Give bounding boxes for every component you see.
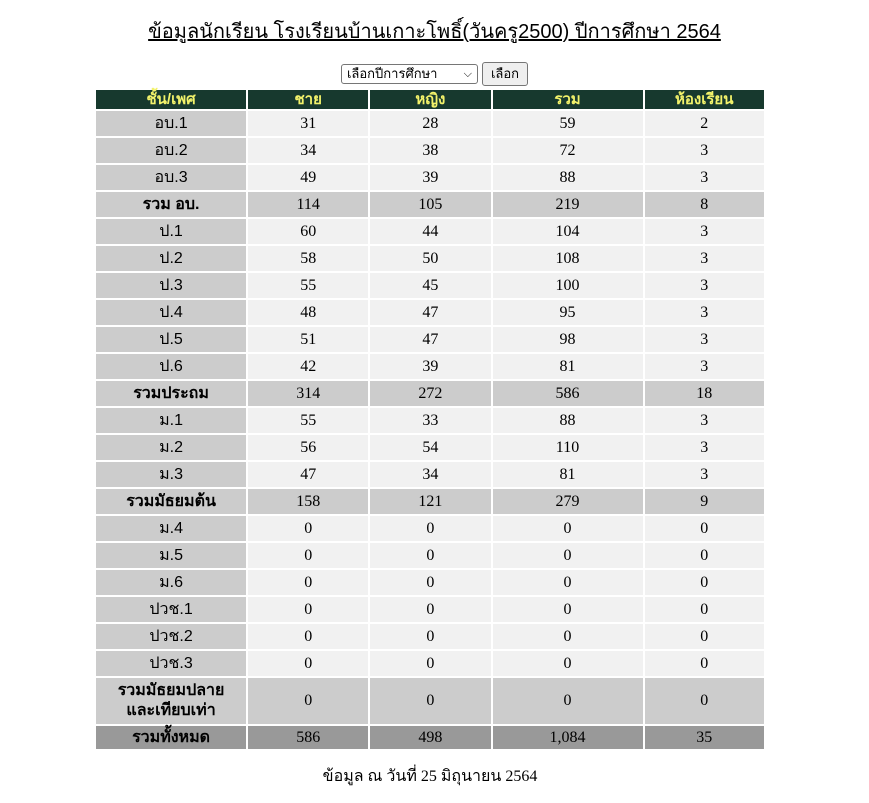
table-row [96,327,764,352]
cell-female: 0 [370,624,490,649]
cell-total: 110 [493,435,643,460]
cell-total: 95 [493,300,643,325]
table-row [96,570,764,595]
row-label: ม.6 [96,570,246,595]
table-header-row [96,90,764,109]
chevron-down-icon: ⌵ [463,68,472,80]
table-row [96,165,764,190]
cell-rooms: 3 [645,246,765,271]
row-label: ปวช.3 [96,651,246,676]
row-label: รวมประถม [96,381,246,406]
cell-rooms: 3 [645,462,765,487]
table-row [96,219,764,244]
cell-male: 42 [248,354,368,379]
cell-rooms: 3 [645,138,765,163]
row-label: ปวช.1 [96,597,246,622]
row-label: ม.3 [96,462,246,487]
cell-total: 0 [493,570,643,595]
cell-total: 0 [493,597,643,622]
cell-rooms: 3 [645,435,765,460]
cell-female: 54 [370,435,490,460]
cell-female: 0 [370,570,490,595]
row-label: ม.5 [96,543,246,568]
row-label: รวม อบ. [96,192,246,217]
cell-rooms: 18 [645,381,765,406]
table-row [96,462,764,487]
cell-total: 59 [493,111,643,136]
row-label: ป.1 [96,219,246,244]
row-label: อบ.3 [96,165,246,190]
cell-female: 0 [370,597,490,622]
row-label: ป.2 [96,246,246,271]
cell-rooms: 8 [645,192,765,217]
cell-total: 0 [493,651,643,676]
student-stats-table [94,88,766,751]
header-female: หญิง [370,90,490,109]
cell-rooms: 3 [645,165,765,190]
table-row [96,300,764,325]
header-rooms: ห้องเรียน [645,90,765,109]
cell-rooms: 3 [645,354,765,379]
row-label: ป.4 [96,300,246,325]
cell-male: 55 [248,408,368,433]
cell-male: 51 [248,327,368,352]
cell-male: 314 [248,381,368,406]
cell-male: 0 [248,570,368,595]
table-row [96,543,764,568]
cell-male: 158 [248,489,368,514]
row-label: รวมมัธยมต้น [96,489,246,514]
cell-female: 38 [370,138,490,163]
cell-rooms: 0 [645,570,765,595]
cell-male: 47 [248,462,368,487]
row-label: ป.3 [96,273,246,298]
cell-male: 56 [248,435,368,460]
year-select[interactable] [341,64,478,84]
grand-total-label: รวมทั้งหมด [96,726,246,749]
cell-rooms: 0 [645,516,765,541]
cell-female: 105 [370,192,490,217]
row-label: อบ.1 [96,111,246,136]
header-male: ชาย [248,90,368,109]
cell-total: 108 [493,246,643,271]
row-label: ปวช.2 [96,624,246,649]
year-filter-form [0,62,869,86]
cell-male: 31 [248,111,368,136]
table-row [96,408,764,433]
row-label: ป.5 [96,327,246,352]
cell-female: 0 [370,678,490,724]
cell-total: 81 [493,354,643,379]
cell-male: 48 [248,300,368,325]
cell-total: 0 [493,543,643,568]
subtotal-row [96,192,764,217]
table-row [96,138,764,163]
cell-female: 28 [370,111,490,136]
cell-female: 45 [370,273,490,298]
cell-total: 72 [493,138,643,163]
cell-rooms: 0 [645,651,765,676]
table-row [96,651,764,676]
page-title: ข้อมูลนักเรียน โรงเรียนบ้านเกาะโพธิ์(วันครู2500) ปีการศึกษา 2564 [148,21,721,43]
row-label: ม.4 [96,516,246,541]
cell-male: 55 [248,273,368,298]
table-row [96,516,764,541]
cell-male: 58 [248,246,368,271]
cell-rooms: 0 [645,543,765,568]
cell-male: 0 [248,624,368,649]
cell-total: 0 [493,678,643,724]
cell-rooms: 0 [645,678,765,724]
table-row [96,624,764,649]
cell-total: 279 [493,489,643,514]
cell-female: 0 [370,543,490,568]
grand-total-rooms: 35 [645,726,765,749]
cell-male: 114 [248,192,368,217]
cell-total: 0 [493,624,643,649]
table-row [96,246,764,271]
cell-female: 272 [370,381,490,406]
cell-rooms: 3 [645,300,765,325]
table-row [96,435,764,460]
cell-female: 34 [370,462,490,487]
cell-rooms: 0 [645,624,765,649]
cell-female: 39 [370,165,490,190]
subtotal-row [96,489,764,514]
cell-female: 50 [370,246,490,271]
cell-rooms: 9 [645,489,765,514]
cell-male: 0 [248,678,368,724]
grand-total-row [96,726,764,749]
header-total: รวม [493,90,643,109]
select-year-button[interactable]: เลือก [482,62,528,86]
cell-male: 0 [248,516,368,541]
grand-total-total: 1,084 [493,726,643,749]
cell-total: 0 [493,516,643,541]
cell-rooms: 2 [645,111,765,136]
cell-rooms: 3 [645,273,765,298]
subtotal-row [96,381,764,406]
cell-rooms: 3 [645,327,765,352]
cell-male: 0 [248,651,368,676]
cell-total: 88 [493,408,643,433]
row-label: ม.1 [96,408,246,433]
cell-total: 98 [493,327,643,352]
grand-total-male: 586 [248,726,368,749]
data-date-note: ข้อมูล ณ วันที่ 25 มิถุนายน 2564 [322,768,538,785]
year-select-value: เลือกปีการศึกษา [346,66,438,81]
row-label: รวมมัธยมปลาย และเทียบเท่า [96,678,246,724]
table-row [96,273,764,298]
cell-rooms: 3 [645,219,765,244]
grand-total-female: 498 [370,726,490,749]
cell-male: 49 [248,165,368,190]
header-grade: ชั้น/เพศ [96,90,246,109]
cell-female: 0 [370,651,490,676]
cell-male: 0 [248,597,368,622]
table-row [96,597,764,622]
cell-rooms: 0 [645,597,765,622]
row-label: ม.2 [96,435,246,460]
cell-female: 47 [370,300,490,325]
table-row [96,354,764,379]
cell-female: 47 [370,327,490,352]
row-label: อบ.2 [96,138,246,163]
cell-total: 104 [493,219,643,244]
row-label: ป.6 [96,354,246,379]
cell-female: 39 [370,354,490,379]
cell-total: 100 [493,273,643,298]
cell-total: 219 [493,192,643,217]
cell-female: 33 [370,408,490,433]
cell-total: 586 [493,381,643,406]
cell-female: 0 [370,516,490,541]
cell-rooms: 3 [645,408,765,433]
cell-female: 121 [370,489,490,514]
cell-male: 60 [248,219,368,244]
cell-male: 34 [248,138,368,163]
subtotal-row [96,678,764,724]
cell-female: 44 [370,219,490,244]
cell-total: 81 [493,462,643,487]
table-row [96,111,764,136]
cell-total: 88 [493,165,643,190]
cell-male: 0 [248,543,368,568]
